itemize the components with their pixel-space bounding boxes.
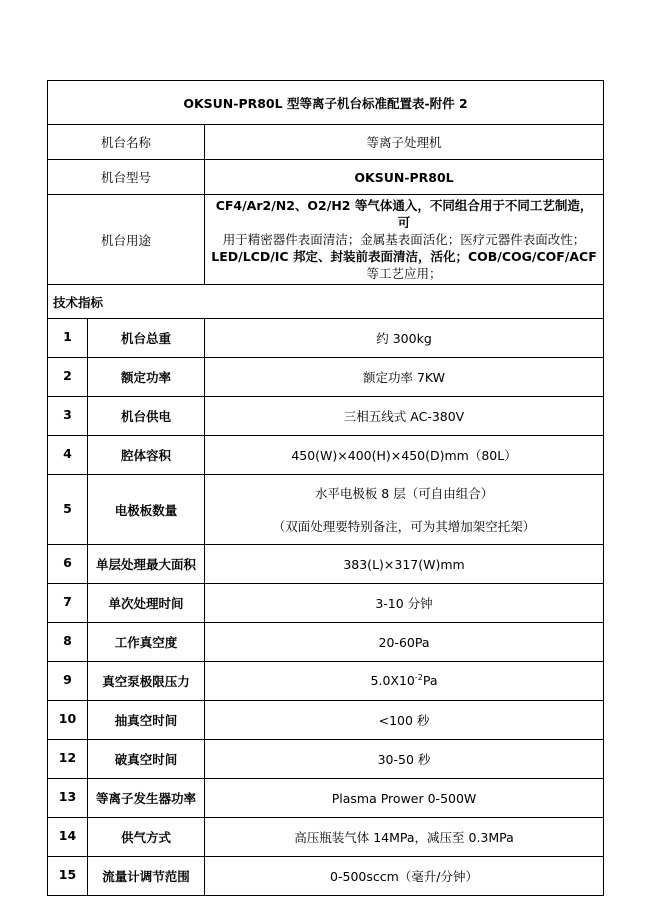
spec-row	[48, 818, 604, 857]
spec-row	[48, 662, 604, 701]
spec-value: <100 秒	[205, 701, 604, 740]
usage-line: CF4/Ar2/N2、O2/H2 等气体通入，不同组合用于不同工艺制造，可	[215, 198, 593, 230]
spec-row	[48, 319, 604, 358]
spec-value: 0-500sccm（毫升/分钟）	[205, 857, 604, 896]
spec-label: 单层处理最大面积	[88, 545, 205, 584]
spec-number: 8	[48, 623, 88, 662]
spec-number: 2	[48, 358, 88, 397]
spec-row	[48, 475, 604, 545]
document-title: OKSUN-PR80L 型等离子机台标准配置表-附件 2	[48, 81, 604, 125]
spec-value: 3-10 分钟	[205, 584, 604, 623]
spec-row	[48, 740, 604, 779]
spec-value: 383(L)×317(W)mm	[205, 545, 604, 584]
spec-number: 4	[48, 436, 88, 475]
spec-label: 机台总重	[88, 319, 205, 358]
spec-number: 1	[48, 319, 88, 358]
spec-row	[48, 436, 604, 475]
spec-row	[48, 857, 604, 896]
spec-value: Plasma Prower 0-500W	[205, 779, 604, 818]
spec-label: 额定功率	[88, 358, 205, 397]
spec-label: 破真空时间	[88, 740, 205, 779]
spec-number: 3	[48, 397, 88, 436]
spec-row	[48, 545, 604, 584]
spec-value: 高压瓶装气体 14MPa，减压至 0.3MPa	[205, 818, 604, 857]
spec-value	[205, 475, 604, 545]
spec-row	[48, 397, 604, 436]
value-unit: Pa	[422, 673, 438, 689]
usage-line: LED/LCD/IC 邦定、封装前表面清洁，活化；COB/COG/COF/ACF	[211, 249, 597, 264]
machine-name-label: 机台名称	[48, 125, 205, 160]
machine-model-value: OKSUN-PR80L	[205, 160, 604, 195]
spec-number: 6	[48, 545, 88, 584]
spec-value: 450(W)×400(H)×450(D)mm（80L）	[205, 436, 604, 475]
spec-value: 额定功率 7KW	[205, 358, 604, 397]
section-title: 技术指标	[48, 285, 604, 319]
spec-value: 三相五线式 AC-380V	[205, 397, 604, 436]
spec-label: 真空泵极限压力	[88, 662, 205, 701]
spec-label: 工作真空度	[88, 623, 205, 662]
spec-label: 机台供电	[88, 397, 205, 436]
spec-number: 13	[48, 779, 88, 818]
spec-label: 流量计调节范围	[88, 857, 205, 896]
spec-row	[48, 358, 604, 397]
usage-line: 用于精密器件表面清洁；金属基表面活化；医疗元器件表面改性；	[222, 232, 586, 247]
spec-value-line: 水平电极板 8 层（可自由组合）	[314, 486, 494, 501]
machine-name-value: 等离子处理机	[205, 125, 604, 160]
spec-value	[205, 662, 604, 701]
spec-value: 30-50 秒	[205, 740, 604, 779]
spec-value: 约 300kg	[205, 319, 604, 358]
spec-value-line: （双面处理要特别备注，可为其增加架空托架）	[272, 519, 536, 534]
spec-number: 14	[48, 818, 88, 857]
spec-number: 9	[48, 662, 88, 701]
spec-number: 7	[48, 584, 88, 623]
spec-label: 供气方式	[88, 818, 205, 857]
spec-table	[47, 80, 604, 896]
usage-line: 等工艺应用；	[366, 266, 442, 281]
spec-label: 等离子发生器功率	[88, 779, 205, 818]
value-base: 5.0X10	[370, 673, 415, 689]
machine-model-label: 机台型号	[48, 160, 205, 195]
spec-row	[48, 584, 604, 623]
spec-number: 5	[48, 475, 88, 545]
spec-number: 10	[48, 701, 88, 740]
machine-usage-value	[205, 195, 604, 285]
spec-value: 20-60Pa	[205, 623, 604, 662]
spec-label: 抽真空时间	[88, 701, 205, 740]
spec-number: 12	[48, 740, 88, 779]
spec-row	[48, 701, 604, 740]
machine-usage-label: 机台用途	[48, 195, 205, 285]
value-exponent: -2	[414, 673, 423, 683]
spec-row	[48, 779, 604, 818]
spec-label: 单次处理时间	[88, 584, 205, 623]
spec-row	[48, 623, 604, 662]
spec-number: 15	[48, 857, 88, 896]
spec-label: 电极板数量	[88, 475, 205, 545]
spec-label: 腔体容积	[88, 436, 205, 475]
